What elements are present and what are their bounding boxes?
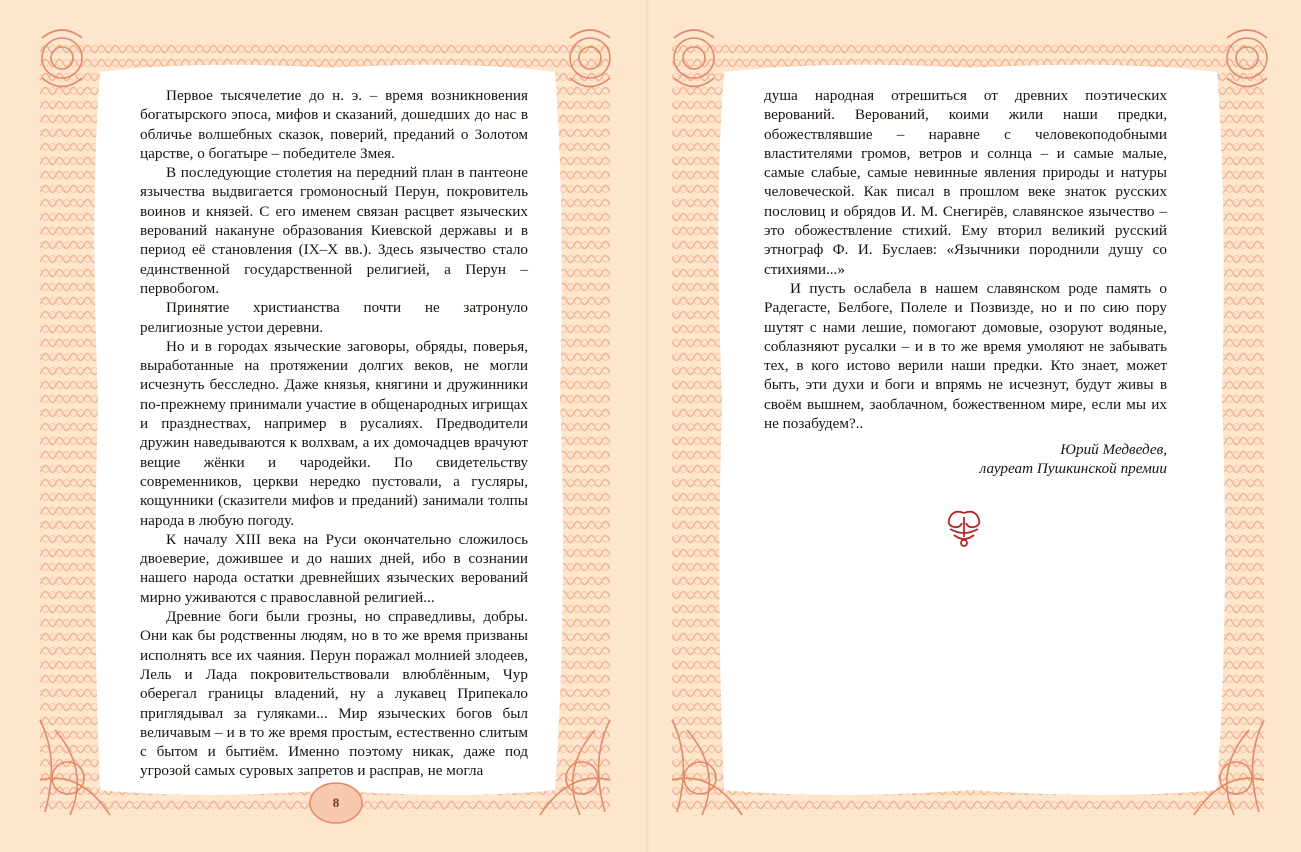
paragraph: душа народная отрешиться от древних поэтических верований. Верований, коими жили наши предки, обожествлявшие – наравне с человекоподобными властителями громов, ветров и солнца – и самые малые, самые слабые, самые невинные явления природы и натуры человеческой. Как писал в прошлом веке знаток русских пословиц и обрядов И. М. Снегирёв, славянское язычество – это обожествление стихий. Ему вторил великий русский этнограф Ф. И. Буслаев: «Язычники породнили душу со стихиями...» xyxy=(764,87,1167,278)
paragraph: Принятие христианства почти не затронуло религиозные устои деревни. xyxy=(140,299,528,336)
red-ornament-vignette xyxy=(942,507,986,549)
author-signature xyxy=(980,440,1167,479)
paragraph: К началу XIII века на Руси окончательно сложилось двоеверие, дожившее и до наших дней, ибо в сознании нашего народа остатки древнейших языческих верований мирно уживаются с православной религией... xyxy=(140,530,528,606)
paragraph: Древние боги были грозны, но справедливы, добры. Они как бы родственны людям, но в то же время призваны исполнять все их чаяния. Перун поражал молнией злодеев, Лель и Лада покровительствовали влюблённым, Чур оберегал границы владений, ну а лукавец Припекало приглядывал за гуляками... Мир языческих богов был величавым – и в то же время простым, естественно слитым с бытом и бытиём. Именно поэтому никак, даже под угрозой самых суровых запретов и расправ, не могла xyxy=(140,608,528,780)
left-body-text xyxy=(140,86,528,781)
page-number: 8 xyxy=(332,795,340,810)
right-page xyxy=(652,0,1301,852)
paragraph: В последующие столетия на передний план в пантеоне язычества выдвигается громоносный Перун, покровитель воинов и князей. С его именем связан расцвет языческих верований накануне образования Киевской державы и в период её становления (IX–X вв.). Здесь язычество стало единственной государственной религией, а Перун – первобогом. xyxy=(140,164,528,297)
signature-name: Юрий Медведев, xyxy=(1060,441,1167,458)
paragraph: Первое тысячелетие до н. э. – время возникновения богатырского эпоса, мифов и сказаний, дошедших до нас в обличье волшебных сказок, поверий, преданий о Золотом царстве, о богатыре – победителе Змея. xyxy=(140,87,528,162)
right-body-text xyxy=(764,86,1167,433)
left-page xyxy=(0,0,649,852)
paragraph: Но и в городах языческие заговоры, обряды, поверья, выработанные на протяжении долгих веков, не могли исчезнуть бесследно. Даже князья, княгини и дружинники по-прежнему принимали участие в общенародных игрищах и празднествах, например в русалиях. Предводители дружин наведываются к волхвам, а их домочадцев врачуют вещие жёнки и чародейки. По свидетельству современников, церкви нередко пустовали, а гусляры, кощунники (сказители мифов и преданий) занимали толпы народа в любую погоду. xyxy=(140,337,528,529)
signature-title: лауреат Пушкинской премии xyxy=(979,460,1167,478)
paragraph: И пусть ослабела в нашем славянском роде память о Радегасте, Белбоге, Полеле и Позвизде, но и по сию пору шутят с нами лешие, помогают домовые, озоруют водяные, соблазняют русалки – и в то же время умоляют не забывать тех, в кого истово верили наши предки. Кто знает, может быть, эти духи и боги и впрямь не исчезнут, будут живы в своём вышнем, заоблачном, божественном мире, если мы их не позабудем?.. xyxy=(764,279,1167,433)
